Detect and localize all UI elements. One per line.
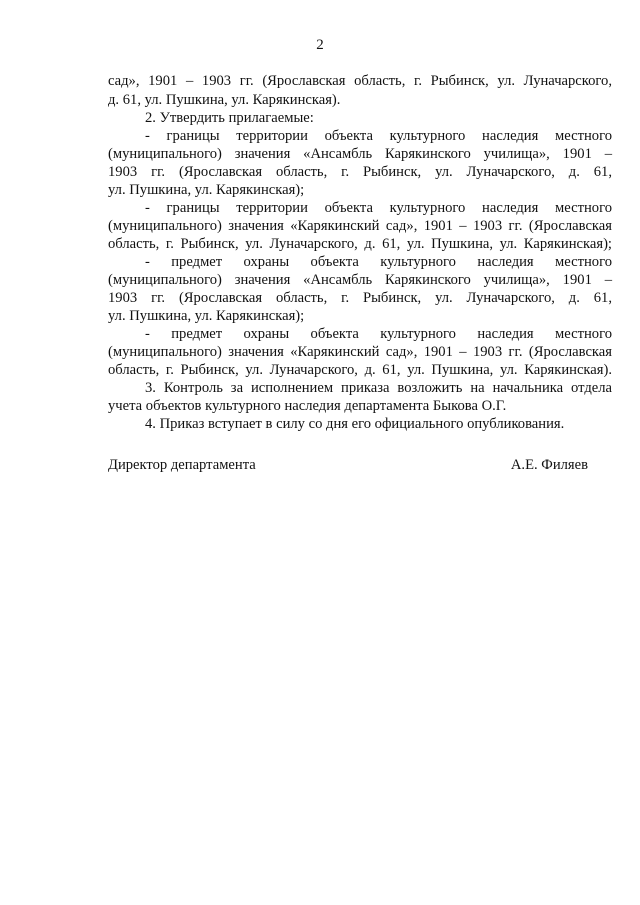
body-line: 4. Приказ вступает в силу со дня его официального опубликования. [145,416,565,432]
body-line: учета объектов культурного наследия департамента Быкова О.Г. [108,398,507,414]
body-line: 2. Утвердить прилагаемые: [145,110,314,126]
body-line: (муниципального) значения «Ансамбль Карякинского училища», 1901 – [108,146,612,162]
body-line: - предмет охраны объекта культурного наследия местного [145,254,612,270]
signature-title: Директор департамента [108,457,256,473]
body-line: (муниципального) значения «Карякинский сад», 1901 – 1903 гг. (Ярославская [108,218,612,234]
body-line: сад», 1901 – 1903 гг. (Ярославская область, г. Рыбинск, ул. Луначарского, [108,73,612,89]
body-line: область, г. Рыбинск, ул. Луначарского, д. 61, ул. Пушкина, ул. Карякинская). [108,362,612,378]
body-line: 1903 гг. (Ярославская область, г. Рыбинск, ул. Луначарского, д. 61, [108,164,612,180]
body-line: - предмет охраны объекта культурного наследия местного [145,326,612,342]
body-line: - границы территории объекта культурного наследия местного [145,128,612,144]
body-line: ул. Пушкина, ул. Карякинская); [108,308,305,324]
body-line: (муниципального) значения «Карякинский сад», 1901 – 1903 гг. (Ярославская [108,344,612,360]
signature-name: А.Е. Филяев [510,457,588,473]
body-line: (муниципального) значения «Ансамбль Карякинского училища», 1901 – [108,272,612,288]
page-number: 2 [316,37,324,53]
body-line: д. 61, ул. Пушкина, ул. Карякинская). [108,92,341,108]
body-line: 3. Контроль за исполнением приказа возложить на начальника отдела [145,380,612,396]
body-line: - границы территории объекта культурного наследия местного [145,200,612,216]
body-line: ул. Пушкина, ул. Карякинская); [108,182,305,198]
body-line: 1903 гг. (Ярославская область, г. Рыбинск, ул. Луначарского, д. 61, [108,290,612,306]
body-line: область, г. Рыбинск, ул. Луначарского, д. 61, ул. Пушкина, ул. Карякинская); [108,236,612,252]
